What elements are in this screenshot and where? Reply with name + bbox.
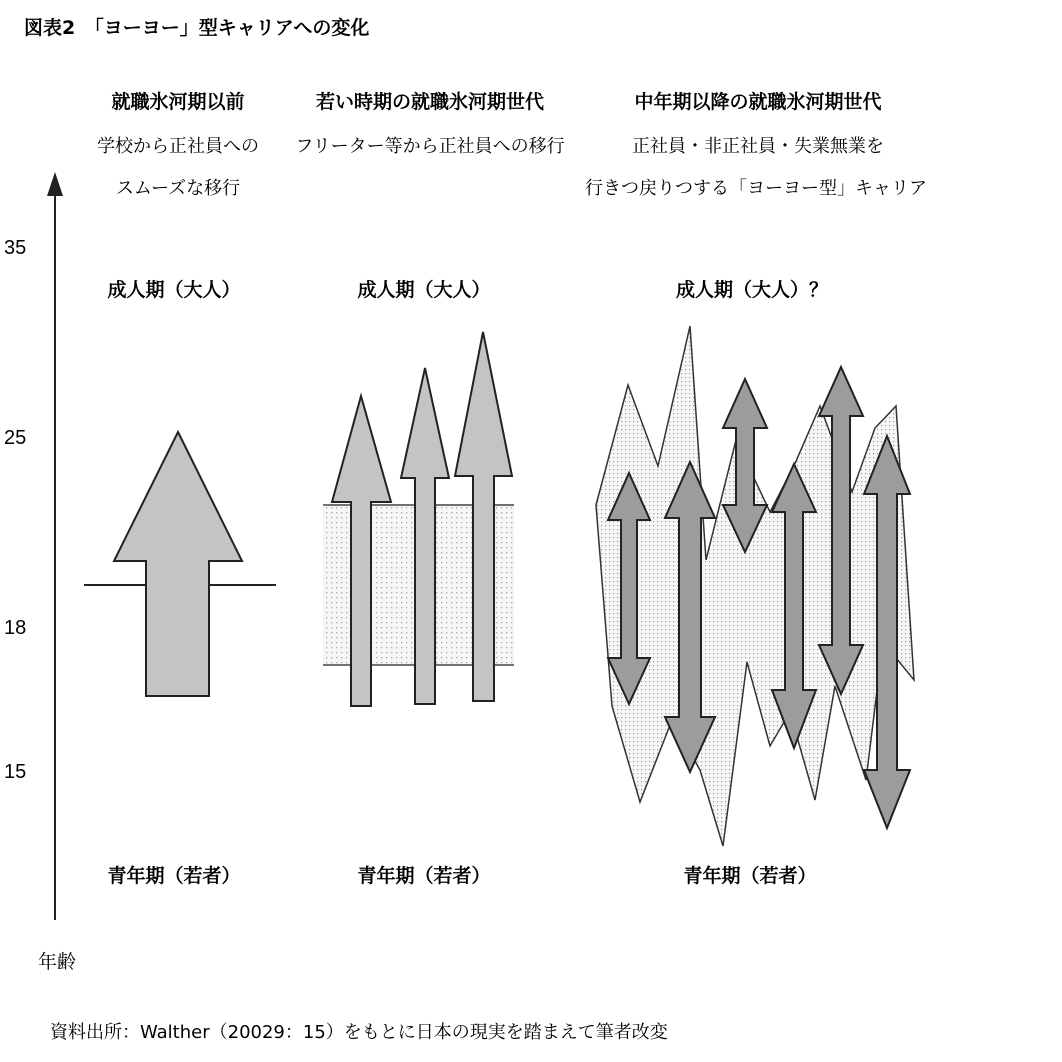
transition-arrow [114,432,242,696]
axis-tick-35: 35 [4,237,27,259]
panel-heading: 就職氷河期以前 [111,91,245,113]
panel-subtitle-line-1: フリーター等から正社員への移行 [295,136,565,157]
axis-arrowhead [47,172,63,196]
figure-title: 図表2 「ヨーヨー」型キャリアへの変化 [24,17,370,39]
panel-subtitle-line-1: 正社員・非正社員・失業無業を [632,136,884,157]
panel-subtitle-line-2: 行きつ戻りつする「ヨーヨー型」キャリア [585,178,927,199]
axis-title: 年齢 [38,951,77,973]
youth-label: 青年期（若者） [683,865,817,887]
axis-tick-15: 15 [4,761,27,783]
adulthood-label: 成人期（大人） [357,279,491,301]
adulthood-label: 成人期（大人） [107,279,241,301]
panel-subtitle-line-2: スムーズな移行 [115,178,241,199]
panel-heading: 若い時期の就職氷河期世代 [315,91,545,113]
axis-tick-25: 25 [4,427,27,449]
panel-subtitle-line-1: 学校から正社員への [97,136,259,157]
adulthood-question-label: 成人期（大人）？ [675,279,829,301]
panel-young-ice-age [295,90,564,887]
panel-pre-ice-age [84,90,276,887]
source-note: 資料出所：Walther（20029：15）をもとに日本の現実を踏まえて筆者改変 [50,1022,668,1043]
youth-label: 青年期（若者） [107,865,241,887]
age-axis [4,172,76,973]
axis-tick-18: 18 [4,617,27,639]
youth-label: 青年期（若者） [357,865,491,887]
panel-heading: 中年期以降の就職氷河期世代 [634,91,882,113]
panel-middle-age-ice-age [585,90,927,887]
